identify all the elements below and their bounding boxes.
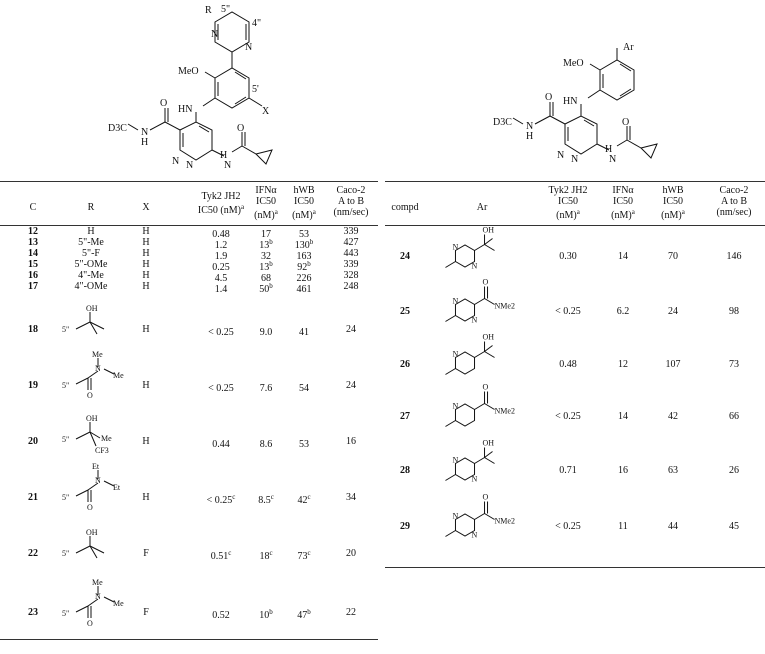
right-cell-ifn: 16 [618,465,628,476]
left-cell-c: 14 [28,248,38,259]
left-cell-hwb: 54 [299,383,309,394]
s21-et1: Et [92,462,100,471]
ar-label: Ar [623,42,634,53]
left-cell-c: 13 [28,237,38,248]
s25-nme2: NMe2 [494,301,515,311]
s28-n2: N [471,474,478,484]
s29-n1: N [452,511,459,521]
right-cell-tyk2: < 0.25 [555,521,581,532]
s26-oh: OH [482,332,495,342]
left-cell-ifn: 32 [261,251,271,262]
left-cell-x: H [142,248,150,259]
left-cell-hwb: 461 [296,284,312,295]
right-cell-ifn: 11 [618,521,628,532]
left-cell-x: H [142,492,150,503]
left-cell-tyk2: < 0.25 [208,383,234,394]
s27-nme2: NMe2 [494,406,515,416]
s25-n1: N [452,296,459,306]
s25-o: O [482,277,489,287]
header-x: X [142,202,150,213]
left-cell-tyk2: < 0.25$^c$ [206,493,236,506]
left-cell-c: 15 [28,259,38,270]
s19-me1: Me [92,350,103,359]
left-cell-caco: 248 [343,281,359,292]
s19-pos: 5" [62,381,70,390]
left-cell-tyk2: 0.25 [212,262,230,273]
left-cell-x: H [142,226,150,237]
r-o2-label: O [622,117,630,128]
s27-n1: N [452,401,459,411]
r-o1-label: O [545,92,553,103]
right-cell-ifn: 14 [618,411,628,422]
left-cell-r: 5"-OMe [74,259,108,270]
s24-oh: OH [482,225,495,235]
r-d3c-label: D3C [493,117,512,128]
s26-n1: N [452,349,459,359]
left-cell-hwb: 226 [296,273,312,284]
pyr-n1: N [211,29,219,40]
left-cell-r: H [87,226,95,237]
header-hwb: hWB IC50 (nM)$^a$ [292,185,316,221]
s23-me1: Me [92,578,103,587]
left-cell-tyk2: 0.48 [212,229,230,240]
left-cell-hwb: 47$^b$ [297,608,311,621]
r-nh2-h-label: H [605,144,613,155]
left-cell-x: H [142,281,150,292]
left-cell-c: 21 [28,492,38,503]
nh-label: HN [178,104,193,115]
left-cell-caco: 339 [343,226,359,237]
s29-nme2: NMe2 [494,516,515,526]
right-cell-caco: 73 [729,359,739,370]
s27-o: O [482,382,489,392]
left-cell-r: 5"-F [82,248,100,259]
right-cell-caco: 26 [729,465,739,476]
s29-o: O [482,492,489,502]
left-cell-x: H [142,436,150,447]
left-cell-hwb: 163 [296,251,312,262]
left-cell-r: 5"-Me [78,237,104,248]
right-cell-ifn: 6.2 [616,306,630,317]
left-cell-tyk2: 4.5 [214,273,228,284]
s23-n: N [95,592,101,601]
left-cell-tyk2: 1.4 [214,284,228,295]
right-table-panel [385,0,765,654]
left-cell-caco: 427 [343,237,359,248]
right-cell-caco: 66 [729,411,739,422]
right-cell-tyk2: 0.48 [559,359,577,370]
right-cell-hwb: 44 [668,521,678,532]
s18-oh: OH [86,304,98,313]
left-cell-c: 23 [28,607,38,618]
s19-me2: Me [113,371,124,380]
s20-oh: OH [86,414,98,423]
left-cell-caco: 34 [346,492,356,503]
left-cell-caco: 339 [343,259,359,270]
left-cell-c: 12 [28,226,38,237]
left-cell-caco: 24 [346,380,356,391]
right-cell-ifn: 12 [618,359,628,370]
pyridazine-n1: N [172,156,180,167]
s28-n1: N [452,455,459,465]
right-cell-c: 26 [400,359,410,370]
pos4-label: 4" [252,18,262,29]
left-cell-ifn: 8.5$^c$ [258,493,274,506]
header-r-ifn: IFNα IC50 (nM)$^a$ [611,185,635,221]
left-cell-hwb: 53 [299,229,309,240]
left-cell-tyk2: 1.2 [214,240,228,251]
header-c: C [29,202,37,213]
left-cell-ifn: 18$^c$ [259,549,273,562]
left-table-panel [0,0,380,654]
s21-n: N [95,476,101,485]
left-cell-caco: 328 [343,270,359,281]
nh2-n-label: N [224,160,232,171]
left-cell-ifn: 13$^b$ [259,238,273,251]
r-nh2-n-label: N [609,154,617,165]
meo-label: MeO [178,66,199,77]
right-cell-hwb: 107 [665,359,681,370]
s20-me: Me [101,434,112,443]
left-cell-c: 18 [28,324,38,335]
left-cell-hwb: 73$^c$ [297,549,311,562]
pos5-label: 5" [221,4,231,15]
s21-pos: 5" [62,493,70,502]
s21-o: O [87,503,93,512]
right-cell-c: 25 [400,306,410,317]
r-pyridazine-n1: N [557,150,565,161]
left-cell-caco: 443 [343,248,359,259]
r-amide-h-label: H [526,131,534,142]
left-cell-x: H [142,270,150,281]
s28-oh: OH [482,438,495,448]
pyridazine-n2: N [186,160,194,171]
x-label: X [262,106,270,117]
right-cell-tyk2: < 0.25 [555,306,581,317]
left-cell-caco: 20 [346,548,356,559]
left-cell-c: 16 [28,270,38,281]
s21-et2: Et [113,483,121,492]
header-tyk2: Tyk2 JH2 IC50 (nM)$^a$ [197,191,245,216]
left-cell-caco: 24 [346,324,356,335]
left-cell-hwb: 41 [299,327,309,338]
right-cell-hwb: 42 [668,411,678,422]
left-cell-ifn: 9.0 [259,327,273,338]
s20-cf3: CF3 [95,446,109,455]
right-cell-tyk2: 0.30 [559,251,577,262]
r-amide-n-label: N [526,121,534,132]
header-r-hwb: hWB IC50 (nM)$^a$ [661,185,685,221]
left-cell-tyk2: 1.9 [214,251,228,262]
right-cell-c: 28 [400,465,410,476]
left-cell-hwb: 130$^b$ [294,238,314,251]
header-ar: Ar [476,202,488,213]
right-cell-hwb: 63 [668,465,678,476]
s18-pos: 5" [62,325,70,334]
header-ifn: IFNα IC50 (nM)$^a$ [254,185,278,221]
s23-pos: 5" [62,609,70,618]
right-cell-hwb: 70 [668,251,678,262]
left-cell-tyk2: < 0.25 [208,327,234,338]
left-cell-ifn: 8.6 [259,439,273,450]
s19-o: O [87,391,93,400]
nh2-h-label: H [220,150,228,161]
left-cell-tyk2: 0.51$^c$ [210,549,232,562]
pyr-n2: N [245,42,253,53]
amide-h-label: H [141,137,149,148]
r-meo-label: MeO [563,58,584,69]
left-cell-hwb: 42$^c$ [297,493,311,506]
left-cell-c: 19 [28,380,38,391]
right-cell-caco: 45 [729,521,739,532]
left-cell-ifn: 7.6 [259,383,273,394]
left-cell-x: H [142,237,150,248]
r-label: R [205,5,212,16]
left-cell-x: H [142,259,150,270]
header-r: R [87,202,95,213]
left-cell-c: 20 [28,436,38,447]
right-cell-ifn: 14 [618,251,628,262]
left-cell-ifn: 68 [261,273,271,284]
header-r-caco: Caco-2 A to B (nm/sec) [716,185,752,218]
o2-label: O [237,123,245,134]
s22-oh: OH [86,528,98,537]
left-cell-ifn: 10$^b$ [259,608,273,621]
s19-n: N [95,364,101,373]
s25-n2: N [471,315,478,325]
left-cell-hwb: 92$^b$ [297,260,311,273]
left-cell-x: F [143,607,149,618]
left-cell-r: 4"-OMe [74,281,108,292]
right-cell-tyk2: 0.71 [559,465,577,476]
s24-n2: N [471,261,478,271]
left-cell-ifn: 17 [261,229,271,240]
left-cell-tyk2: 0.44 [212,439,230,450]
right-ar-structures [385,0,535,654]
header-caco: Caco-2 A to B (nm/sec) [333,185,369,218]
left-cell-c: 17 [28,281,38,292]
left-cell-ifn: 13$^b$ [259,260,273,273]
left-cell-c: 22 [28,548,38,559]
left-cell-hwb: 53 [299,439,309,450]
left-cell-tyk2: 0.52 [212,610,230,621]
right-cell-caco: 98 [729,306,739,317]
left-cell-x: H [142,380,150,391]
left-cell-ifn: 50$^b$ [259,282,273,295]
s20-pos: 5" [62,435,70,444]
header-r-tyk2: Tyk2 JH2 IC50 (nM)$^a$ [548,185,588,221]
right-cell-hwb: 24 [668,306,678,317]
left-cell-caco: 22 [346,607,356,618]
r-nh-label: HN [563,96,578,107]
right-cell-tyk2: < 0.25 [555,411,581,422]
d3c-label: D3C [108,123,127,134]
s24-n1: N [452,242,459,252]
amide-n-label: N [141,127,149,138]
right-cell-caco: 146 [726,251,742,262]
header-compd: compd [391,202,419,213]
left-cell-x: F [143,548,149,559]
pos5p-label: 5' [252,84,259,95]
right-cell-c: 24 [400,251,410,262]
left-cell-r: 4"-Me [78,270,104,281]
right-cell-c: 29 [400,521,410,532]
o1-label: O [160,98,168,109]
left-substituent-structures [0,0,140,654]
left-cell-caco: 16 [346,436,356,447]
r-pyridazine-n2: N [571,154,579,165]
s23-o: O [87,619,93,628]
right-cell-c: 27 [400,411,410,422]
left-cell-x: H [142,324,150,335]
s22-pos: 5" [62,549,70,558]
s29-n2: N [471,530,478,540]
s23-me2: Me [113,599,124,608]
